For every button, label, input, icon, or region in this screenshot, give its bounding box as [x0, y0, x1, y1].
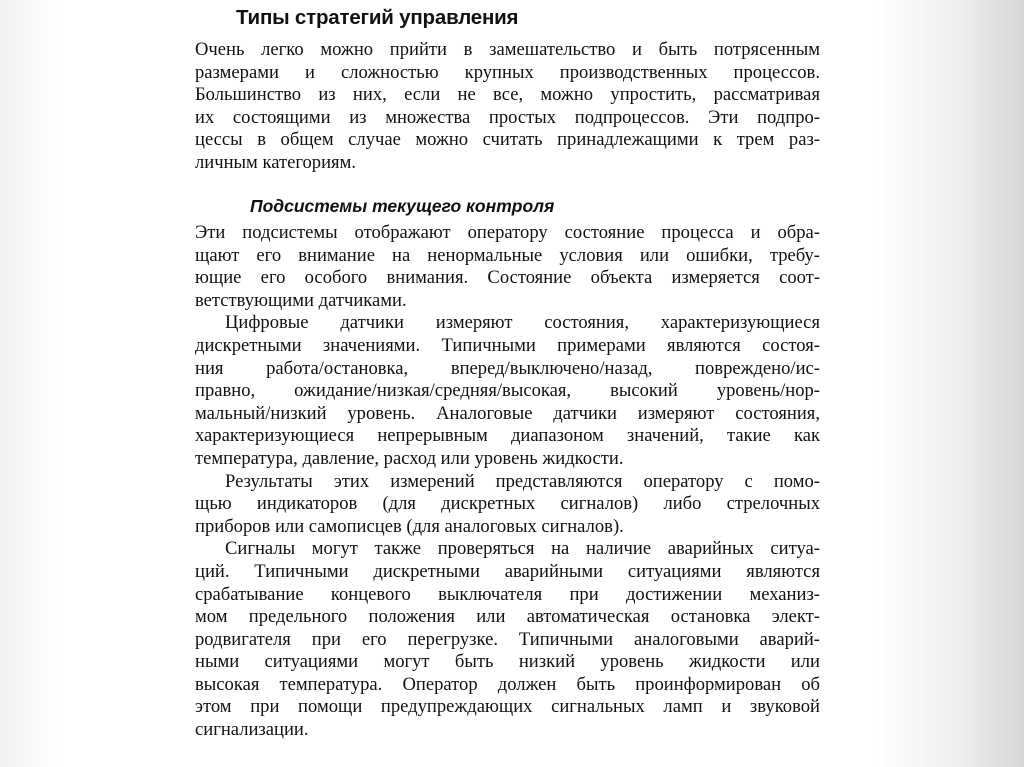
- section-heading: Типы стратегий управления: [236, 6, 519, 29]
- text-line: их состоящими из множества простых подпроцессов. Эти подпро-: [195, 106, 820, 128]
- text-line: срабатывание концевого выключателя при достижении механиз-: [195, 583, 820, 605]
- text-line: Сигналы могут также проверяться на наличие аварийных ситуа-: [225, 538, 820, 560]
- text-line: щью индикаторов (для дискретных сигналов) либо стрелочных: [195, 493, 820, 515]
- text-line: правно, ожидание/низкая/средняя/высокая, высокий уровень/нор-: [195, 380, 820, 402]
- text-line: ющие его особого внимания. Состояние объекта измеряется соот-: [195, 267, 820, 289]
- text-line: высокая температура. Оператор должен быть проинформирован об: [195, 673, 820, 695]
- subsection-heading: Подсистемы текущего контроля: [250, 196, 555, 216]
- text-line: температура, давление, расход или уровень жидкости.: [195, 447, 624, 469]
- text-line: ций. Типичными дискретными аварийными ситуациями являются: [195, 560, 820, 582]
- text-line: Цифровые датчики измеряют состояния, характеризующиеся: [225, 312, 820, 334]
- text-line: ными ситуациями могут быть низкий уровень жидкости или: [195, 651, 820, 673]
- text-line: Большинство из них, если не все, можно упростить, рассматривая: [195, 84, 820, 106]
- text-line: личным категориям.: [195, 151, 357, 173]
- text-line: размерами и сложностью крупных производственных процессов.: [195, 61, 820, 83]
- text-line: щают его внимание на ненормальные условия или ошибки, требу-: [195, 244, 820, 266]
- text-line: ния работа/остановка, вперед/выключено/назад, повреждено/ис-: [195, 357, 820, 379]
- text-line: мом предельного положения или автоматическая остановка элект-: [195, 606, 820, 628]
- text-line: мальный/низкий уровень. Аналоговые датчики измеряют состояния,: [195, 402, 820, 424]
- text-line: сигнализации.: [195, 719, 309, 741]
- text-line: этом при помощи предупреждающих сигнальных ламп и звуковой: [195, 696, 820, 718]
- body-text: [195, 222, 820, 742]
- text-line: родвигателя при его перегрузке. Типичными аналоговыми аварий-: [195, 628, 820, 650]
- left-edge-shadow: [0, 0, 60, 767]
- text-line: приборов или самописцев (для аналоговых сигналов).: [195, 515, 624, 537]
- right-edge-shadow: [874, 0, 1024, 767]
- text-line: Результаты этих измерений представляются оператору с помо-: [225, 470, 820, 492]
- text-line: ветствующими датчиками.: [195, 289, 407, 311]
- intro-paragraph: [195, 39, 820, 175]
- text-line: дискретными значениями. Типичными примерами являются состоя-: [195, 334, 820, 356]
- text-line: Эти подсистемы отображают оператору состояние процесса и обра-: [195, 222, 820, 243]
- text-line: Очень легко можно прийти в замешательство и быть потрясенным: [195, 39, 820, 60]
- text-line: цессы в общем случае можно считать принадлежащими к трем раз-: [195, 129, 820, 151]
- scanned-page: [170, 0, 860, 767]
- text-line: характеризующиеся непрерывным диапазоном значений, такие как: [195, 425, 820, 447]
